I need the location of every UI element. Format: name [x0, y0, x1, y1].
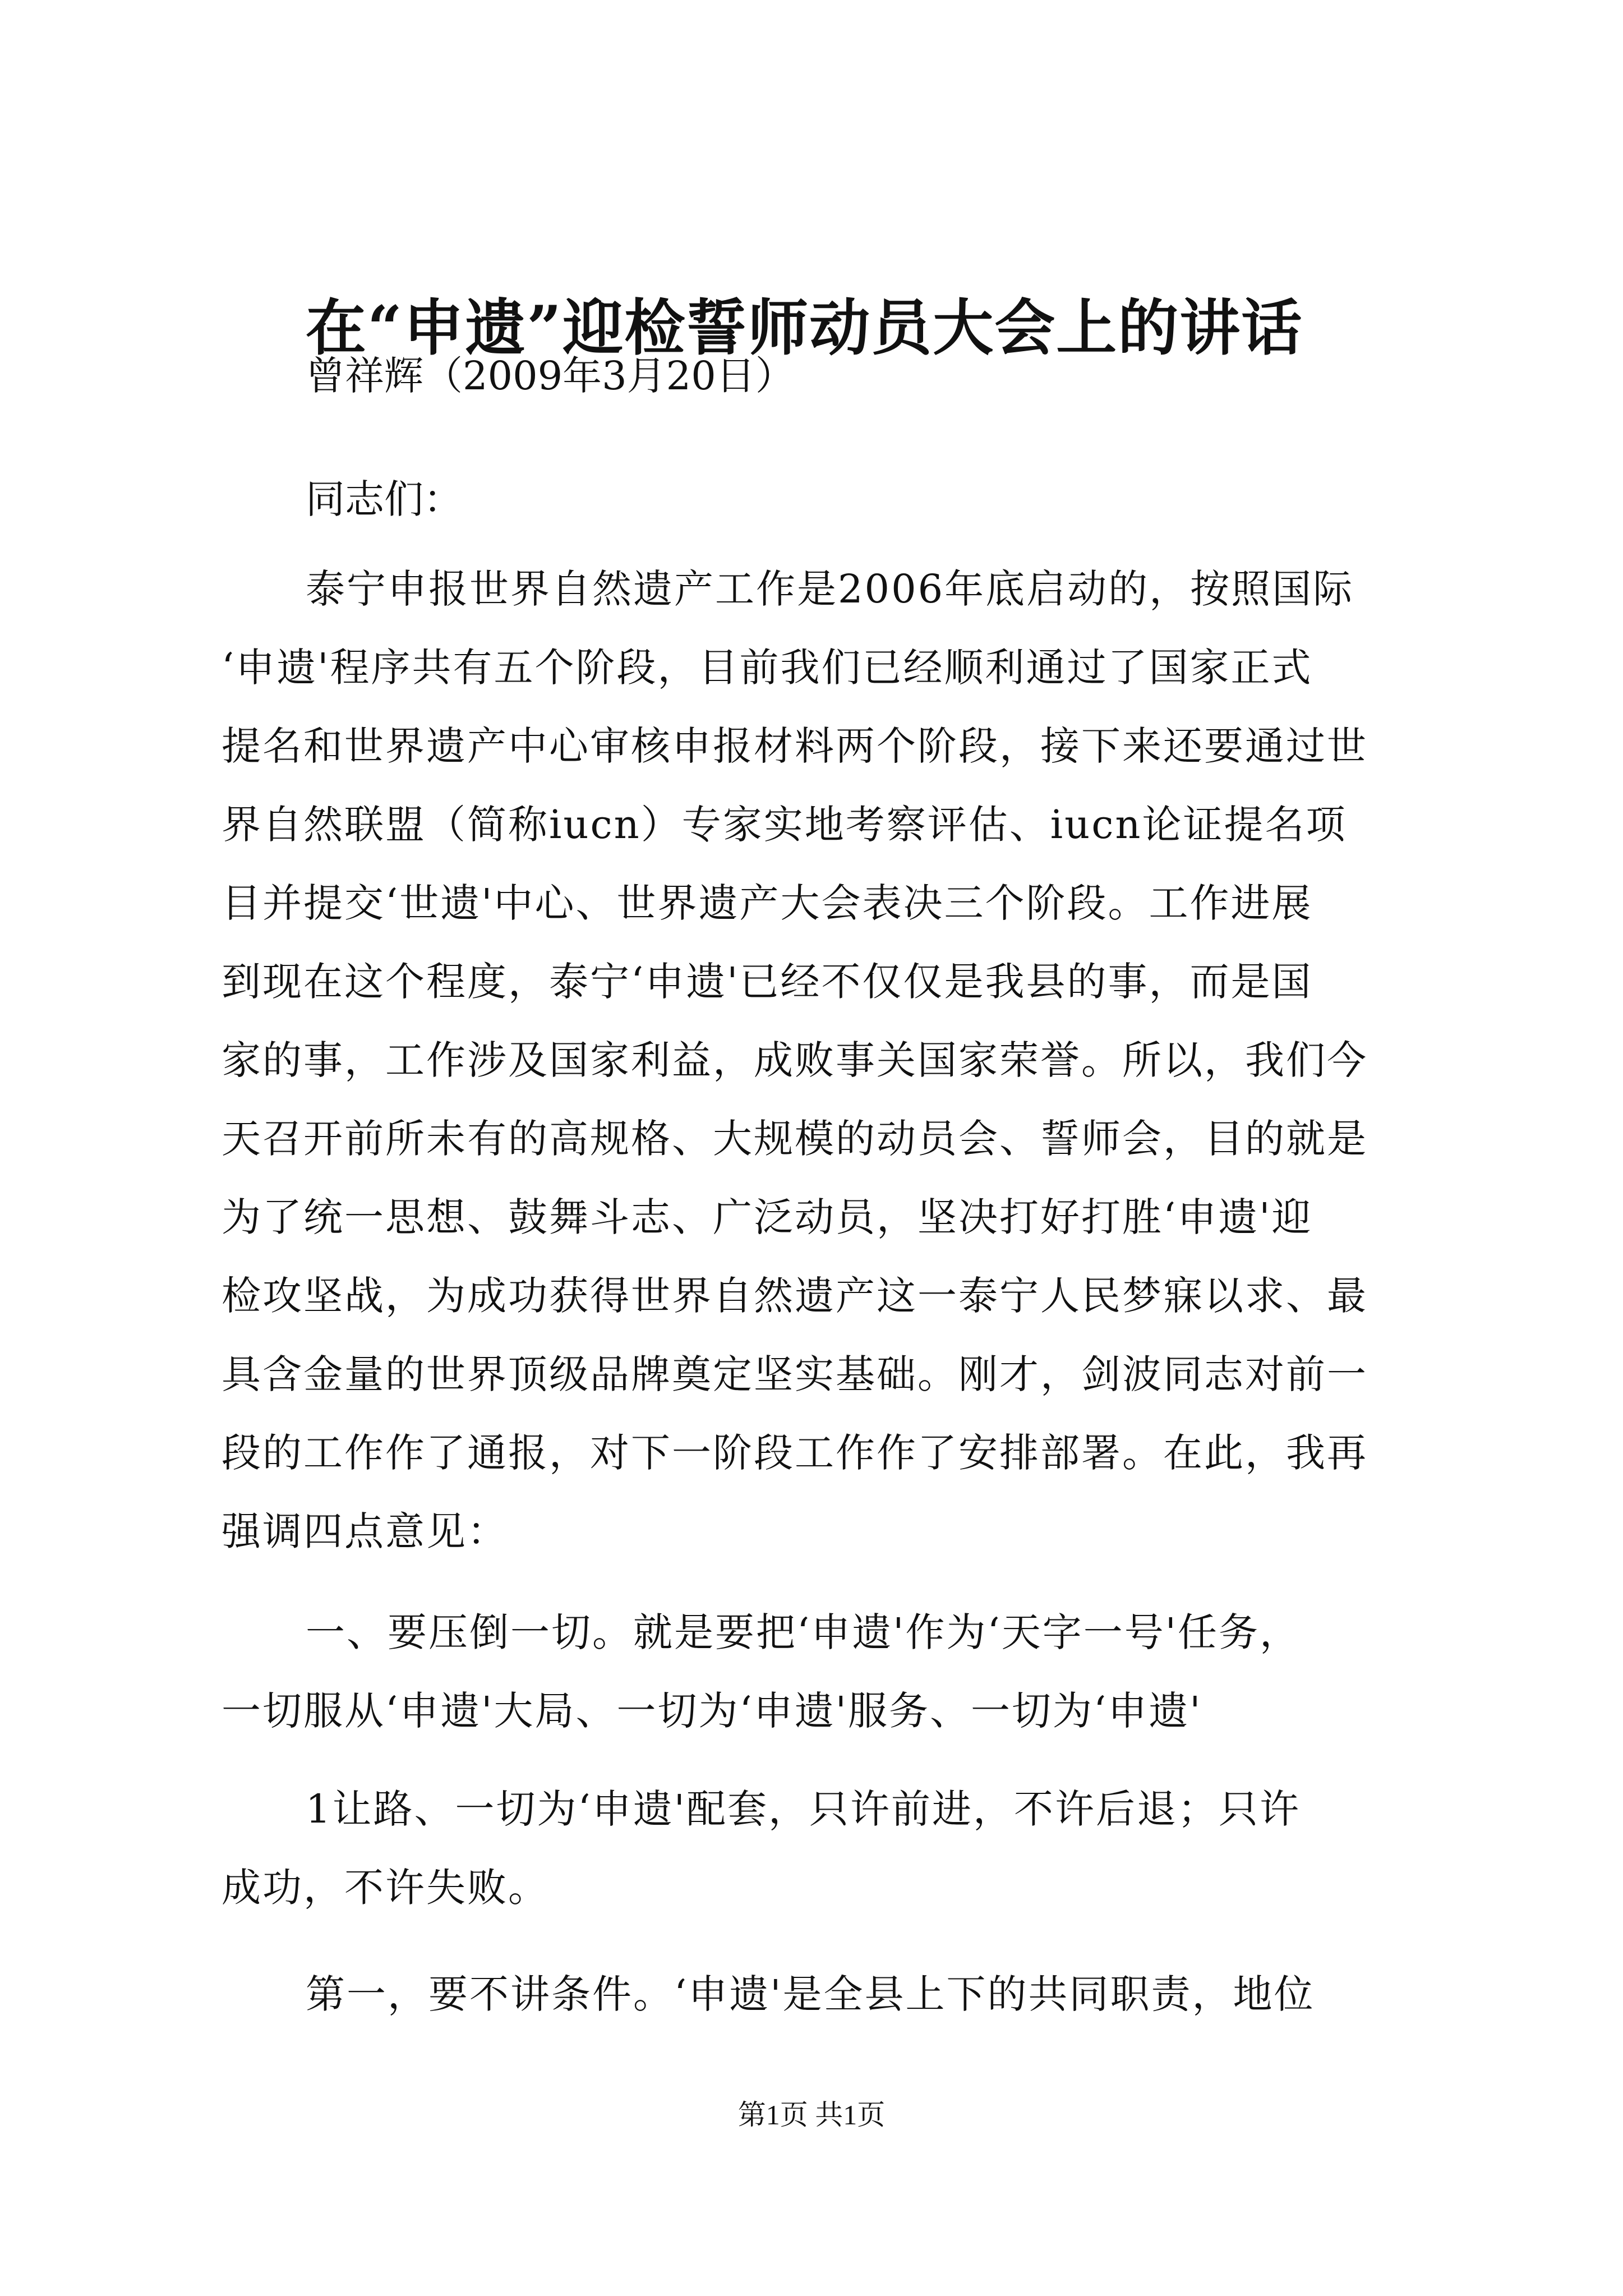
- paragraph-line: 第一，要不讲条件。‘申遗'是全县上下的共同职责，地位: [306, 1971, 1315, 2017]
- page-footer: 第1页 共1页: [737, 2099, 886, 2131]
- paragraph-line: 检攻坚战，为成功获得世界自然遗产这一泰宁人民梦寐以求、最: [222, 1273, 1368, 1319]
- paragraph-line: 一切服从‘申遗'大局、一切为‘申遗'服务、一切为‘申遗': [222, 1688, 1202, 1734]
- paragraph-line: 具含金量的世界顶级品牌奠定坚实基础。刚才，剑波同志对前一: [222, 1351, 1368, 1397]
- paragraph-line: ‘申遗'程序共有五个阶段，目前我们已经顺利通过了国家正式: [222, 645, 1313, 691]
- paragraph-line: 提名和世界遗产中心审核申报材料两个阶段，接下来还要通过世: [222, 723, 1368, 769]
- paragraph-line: 强调四点意见：: [222, 1508, 508, 1554]
- document-title: 在“申遗”迎检誓师动员大会上的讲话: [306, 293, 1303, 364]
- author-date-line: 曾祥辉（2009年3月20日）: [306, 353, 795, 399]
- paragraph-line: 段的工作作了通报，对下一阶段工作作了安排部署。在此，我再: [222, 1430, 1368, 1476]
- paragraph-line: 目并提交‘世遗'中心、世界遗产大会表决三个阶段。工作进展: [222, 880, 1313, 926]
- paragraph-line: 一、要压倒一切。就是要把‘申遗'作为‘天字一号'任务，: [306, 1609, 1301, 1655]
- paragraph-line: 天召开前所未有的高规格、大规模的动员会、誓师会，目的就是: [222, 1116, 1368, 1162]
- paragraph-line: 家的事，工作涉及国家利益，成败事关国家荣誉。所以，我们今: [222, 1037, 1368, 1083]
- salutation: 同志们：: [306, 476, 463, 522]
- paragraph-line: 为了统一思想、鼓舞斗志、广泛动员，坚决打好打胜‘申遗'迎: [222, 1194, 1313, 1240]
- paragraph-line: 到现在这个程度，泰宁‘申遗'已经不仅仅是我县的事，而是国: [222, 959, 1313, 1005]
- paragraph-line: 界自然联盟（简称iucn）专家实地考察评估、iucn论证提名项: [222, 802, 1347, 848]
- paragraph-line: 成功，不许失败。: [222, 1865, 549, 1911]
- paragraph-line: 1让路、一切为‘申遗'配套，只许前进，不许后退；只许: [306, 1786, 1301, 1832]
- paragraph-line: 泰宁申报世界自然遗产工作是2006年底启动的，按照国际: [306, 566, 1354, 612]
